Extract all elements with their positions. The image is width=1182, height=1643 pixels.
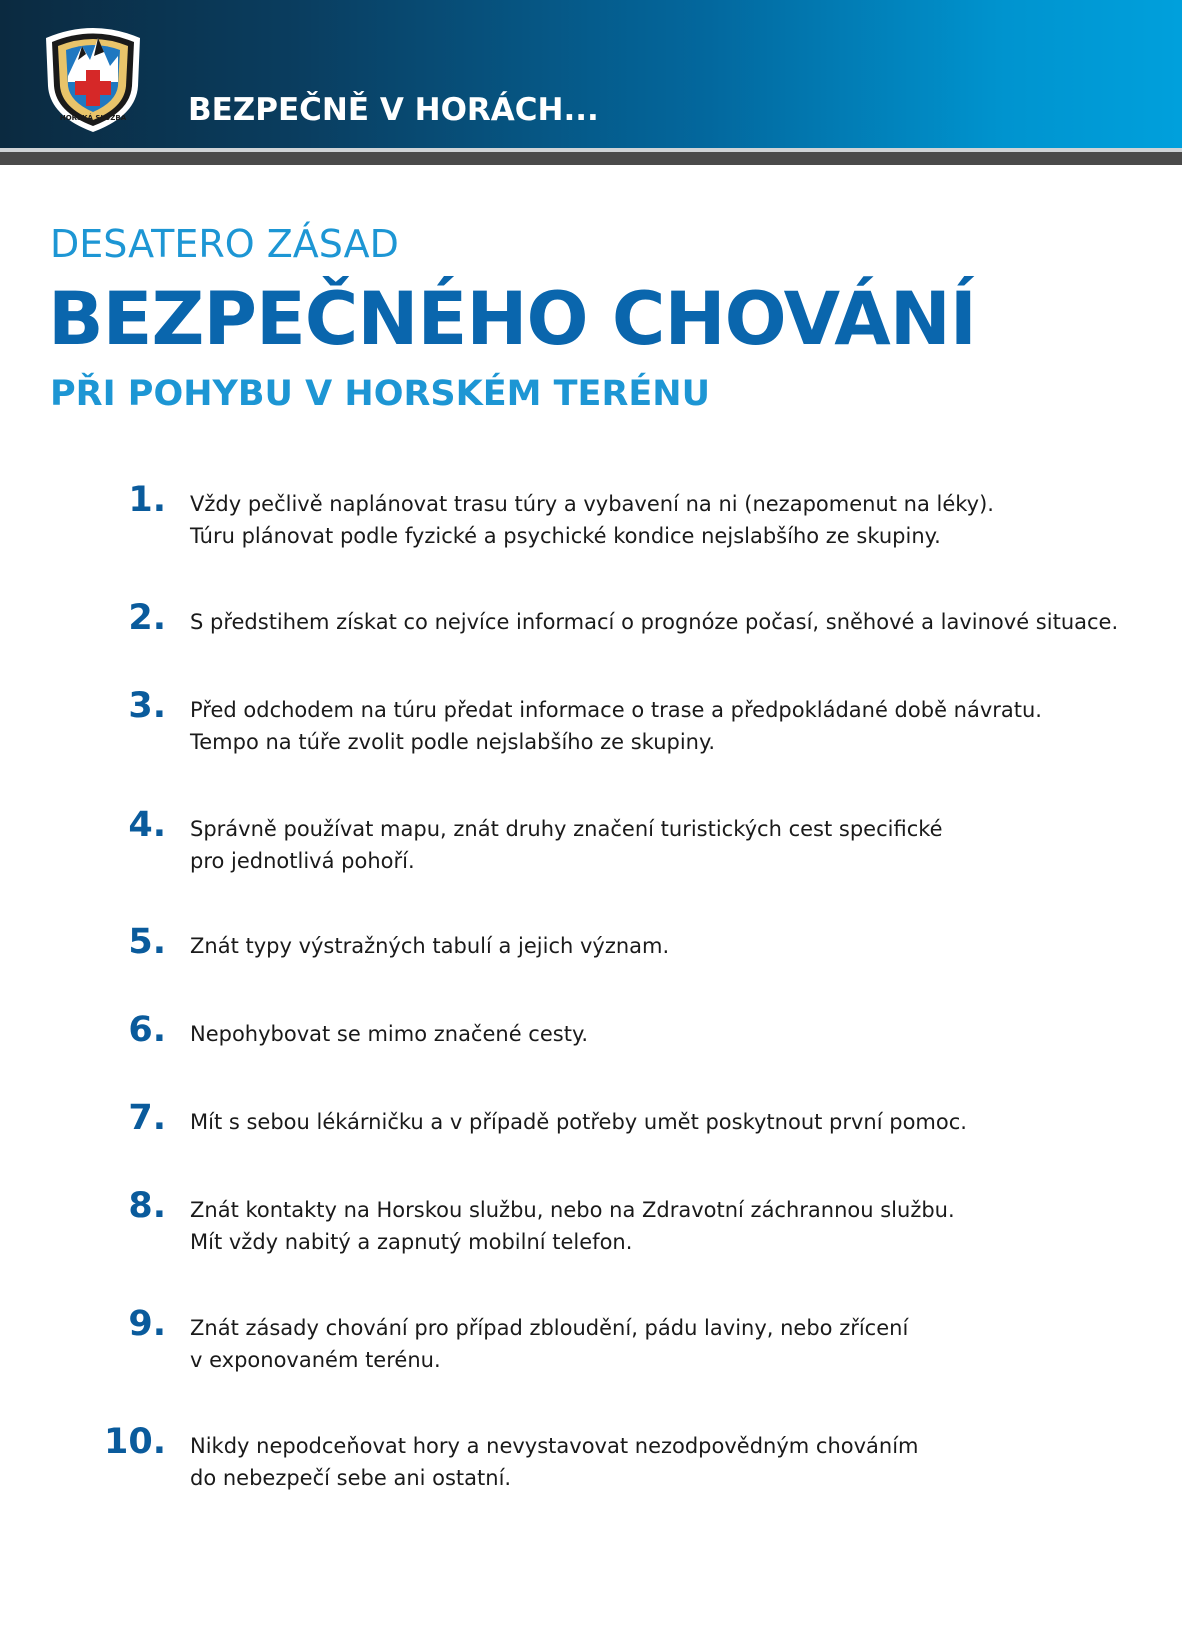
rule-text-line: Správně používat mapu, znát druhy značení turistických cest specifické [190,817,943,841]
rule-text-line: Znát kontakty na Horskou službu, nebo na Zdravotní záchrannou službu. [190,1198,955,1222]
header-divider-dark [0,152,1182,165]
logo-text: HORSKÁ SLUŽBA [59,114,127,122]
rule-text [190,930,1130,962]
rule-text-line: S předstihem získat co nejvíce informací o prognóze počasí, sněhové a lavinové situace. [190,610,1119,634]
rule-number: 8. [128,1186,166,1226]
rule-text-line: Nepohybovat se mimo značené cesty. [190,1022,589,1046]
rule-text-line: Mít s sebou lékárničku a v případě potřeby umět poskytnout první pomoc. [190,1110,967,1134]
rule-text [190,488,1130,552]
rule-text [190,1194,1130,1258]
rule-text [190,1312,1130,1376]
rule-number: 7. [128,1098,166,1138]
header-banner [0,0,1182,148]
header-title: BEZPEČNĚ V HORÁCH... [188,92,599,128]
rule-text-line: Nikdy nepodceňovat hory a nevystavovat nezodpovědným chováním [190,1434,919,1458]
rule-text [190,1430,1130,1494]
rule-text-line: Túru plánovat podle fyzické a psychické kondice nejslabšího ze skupiny. [190,524,941,548]
rule-number: 1. [128,480,166,520]
rule-number: 5. [128,922,166,962]
rule-text-line: Před odchodem na túru předat informace o trase a předpokládané době návratu. [190,698,1042,722]
rule-text [190,1106,1130,1138]
heading-kicker: DESATERO ZÁSAD [50,222,399,266]
rule-text-line: Mít vždy nabitý a zapnutý mobilní telefon. [190,1230,633,1254]
rule-number: 3. [128,686,166,726]
rule-number: 10. [103,1422,166,1462]
rule-number: 6. [128,1010,166,1050]
rule-number: 9. [128,1304,166,1344]
rule-text-line: pro jednotlivá pohoří. [190,849,415,873]
rule-text [190,694,1130,758]
rule-text-line: Znát zásady chování pro případ zbloudění, pádu laviny, nebo zřícení [190,1316,909,1340]
rule-text-line: v exponovaném terénu. [190,1348,441,1372]
rule-text-line: Vždy pečlivě naplánovat trasu túry a vybavení na ni (nezapomenut na léky). [190,492,994,516]
heading-subtitle: PŘI POHYBU V HORSKÉM TERÉNU [50,374,711,414]
rule-number: 4. [128,805,166,845]
rule-text [190,1018,1130,1050]
rule-text-line: Tempo na túře zvolit podle nejslabšího ze skupiny. [190,730,716,754]
rule-number: 2. [128,598,166,638]
rule-text-line: Znát typy výstražných tabulí a jejich význam. [190,934,670,958]
rule-text [190,606,1130,638]
rule-text-line: do nebezpečí sebe ani ostatní. [190,1466,512,1490]
mountain-rescue-badge-icon [38,16,148,136]
rule-text [190,813,1130,877]
page-title: BEZPEČNÉHO CHOVÁNÍ [48,277,976,362]
